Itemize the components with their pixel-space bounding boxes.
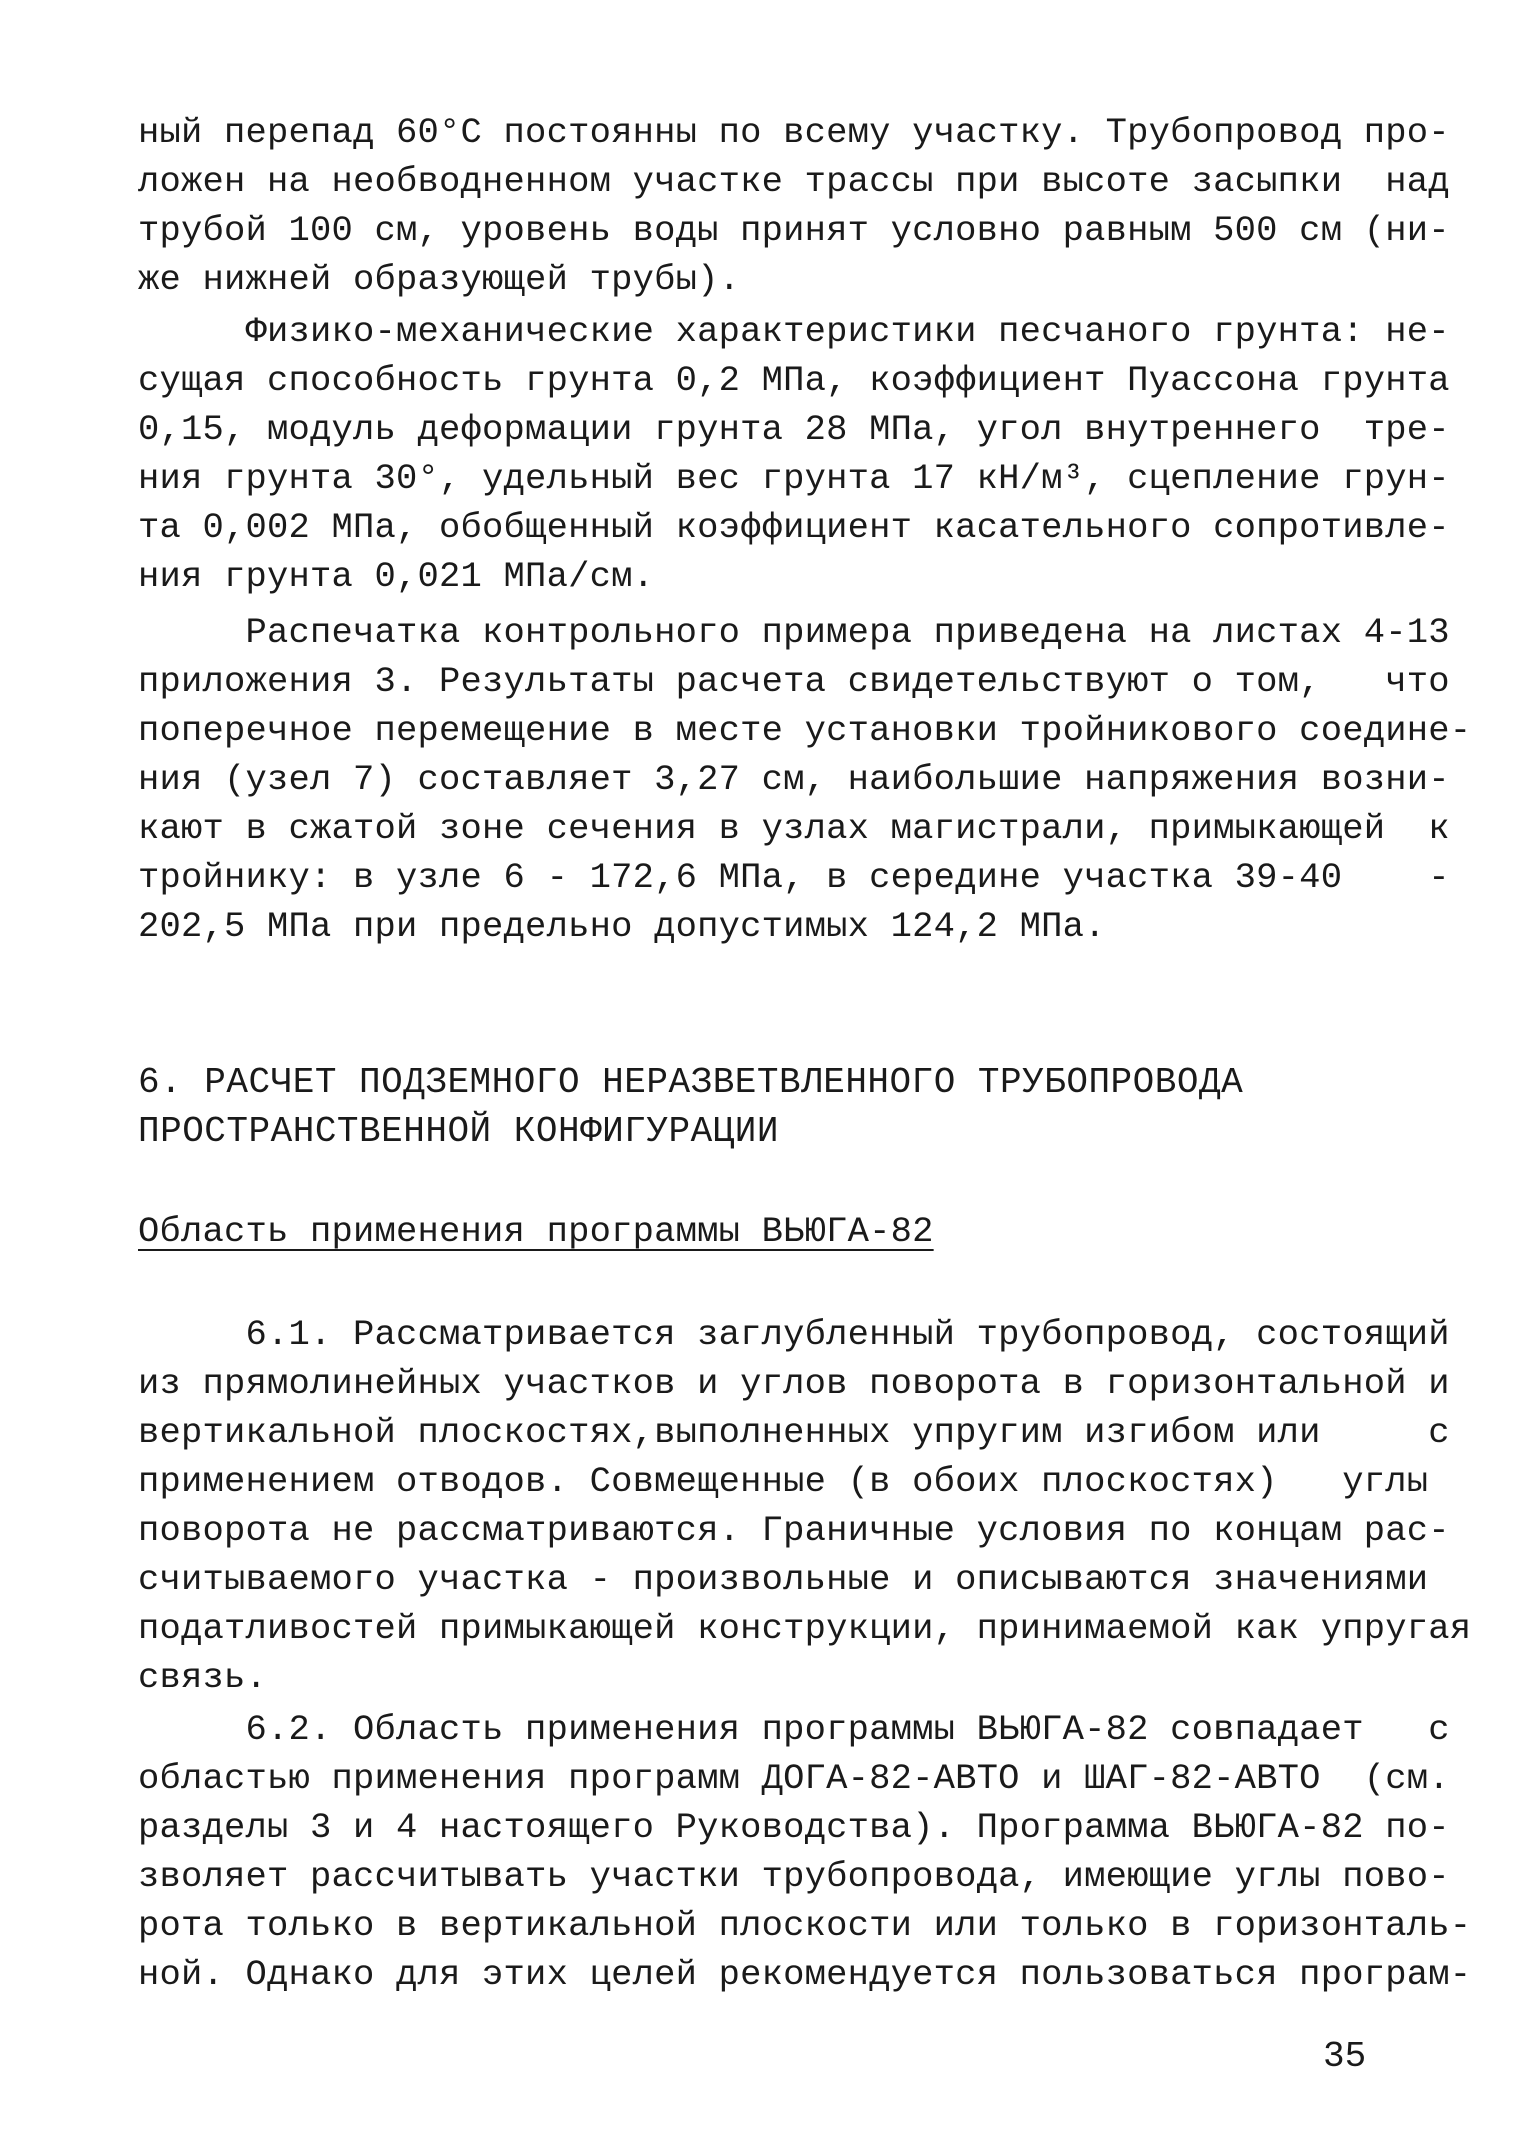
paragraph-3-line-1: Распечатка контрольного примера приведена на листах 4-13 (138, 612, 1450, 653)
paragraph-2-line-3: 0,15, модуль деформации грунта 28 МПа, угол внутреннего тре- (138, 409, 1450, 450)
paragraph-2-line-6: ния грунта 0,021 МПа/см. (138, 556, 655, 597)
paragraph-5-line-5: рота только в вертикальной плоскости или только в горизонталь- (138, 1905, 1472, 1946)
paragraph-2-line-5: та 0,002 МПа, обобщенный коэффициент касательного сопротивле- (138, 507, 1450, 548)
section-subheading: Область применения программы ВЬЮГА-82 (138, 1211, 934, 1252)
paragraph-4-line-8: связь. (138, 1657, 268, 1698)
paragraph-5-line-1: 6.2. Область применения программы ВЬЮГА-82 совпадает с (138, 1709, 1450, 1750)
paragraph-4-line-7: податливостей примыкающей конструкции, принимаемой как упругая (138, 1608, 1472, 1649)
paragraph-5-line-2: областью применения программ ДОГА-82-АВТО и ШАГ-82-АВТО (см. (138, 1758, 1450, 1799)
paragraph-5-line-3: разделы 3 и 4 настоящего Руководства). Программа ВЬЮГА-82 по- (138, 1807, 1450, 1848)
paragraph-4-line-1: 6.1. Рассматривается заглубленный трубопровод, состоящий (138, 1314, 1450, 1355)
paragraph-3-line-4: ния (узел 7) составляет 3,27 см, наибольшие напряжения возни- (138, 759, 1450, 800)
paragraph-1-line-3: трубой 100 см, уровень воды принят условно равным 500 см (ни- (138, 210, 1450, 251)
paragraph-3-line-3: поперечное перемещение в месте установки тройникового соедине- (138, 710, 1472, 751)
page-number: 35 (1323, 2036, 1367, 2077)
paragraph-3-line-5: кают в сжатой зоне сечения в узлах магистрали, примыкающей к (138, 808, 1450, 849)
paragraph-1-line-1: ный перепад 60°C постоянны по всему участку. Трубопровод про- (138, 112, 1450, 153)
paragraph-3-line-6: тройнику: в узле 6 - 172,6 МПа, в середине участка 39-40 - (138, 857, 1450, 898)
paragraph-4-line-3: вертикальной плоскостях,выполненных упругим изгибом или с (138, 1412, 1450, 1453)
paragraph-4-line-4: применением отводов. Совмещенные (в обоих плоскостях) углы (138, 1461, 1429, 1502)
paragraph-3-line-2: приложения 3. Результаты расчета свидетельствуют о том, что (138, 661, 1450, 702)
paragraph-4-line-2: из прямолинейных участков и углов поворота в горизонтальной и (138, 1363, 1450, 1404)
paragraph-1-line-2: ложен на необводненном участке трассы при высоте засыпки над (138, 161, 1450, 202)
paragraph-5-line-6: ной. Однако для этих целей рекомендуется пользоваться програм- (138, 1954, 1472, 1995)
section-heading-line-2: ПРОСТРАНСТВЕННОЙ КОНФИГУРАЦИИ (138, 1111, 780, 1152)
paragraph-4-line-5: поворота не рассматриваются. Граничные условия по концам рас- (138, 1510, 1450, 1551)
paragraph-4-line-6: считываемого участка - произвольные и описываются значениями (138, 1559, 1429, 1600)
paragraph-3-line-7: 202,5 МПа при предельно допустимых 124,2 МПа. (138, 906, 1106, 947)
paragraph-2-line-2: сущая способность грунта 0,2 МПа, коэффициент Пуассона грунта (138, 360, 1450, 401)
paragraph-1-line-4: же нижней образующей трубы). (138, 259, 741, 300)
paragraph-2-line-4: ния грунта 30°, удельный вес грунта 17 кН/м³, сцепление грун- (138, 458, 1450, 499)
paragraph-5-line-4: зволяет рассчитывать участки трубопровода, имеющие углы пово- (138, 1856, 1450, 1897)
paragraph-2-line-1: Физико-механические характеристики песчаного грунта: не- (138, 311, 1450, 352)
section-heading-line-1: 6. РАСЧЕТ ПОДЗЕМНОГО НЕРАЗВЕТВЛЕННОГО ТРУБОПРОВОДА (138, 1062, 1244, 1103)
